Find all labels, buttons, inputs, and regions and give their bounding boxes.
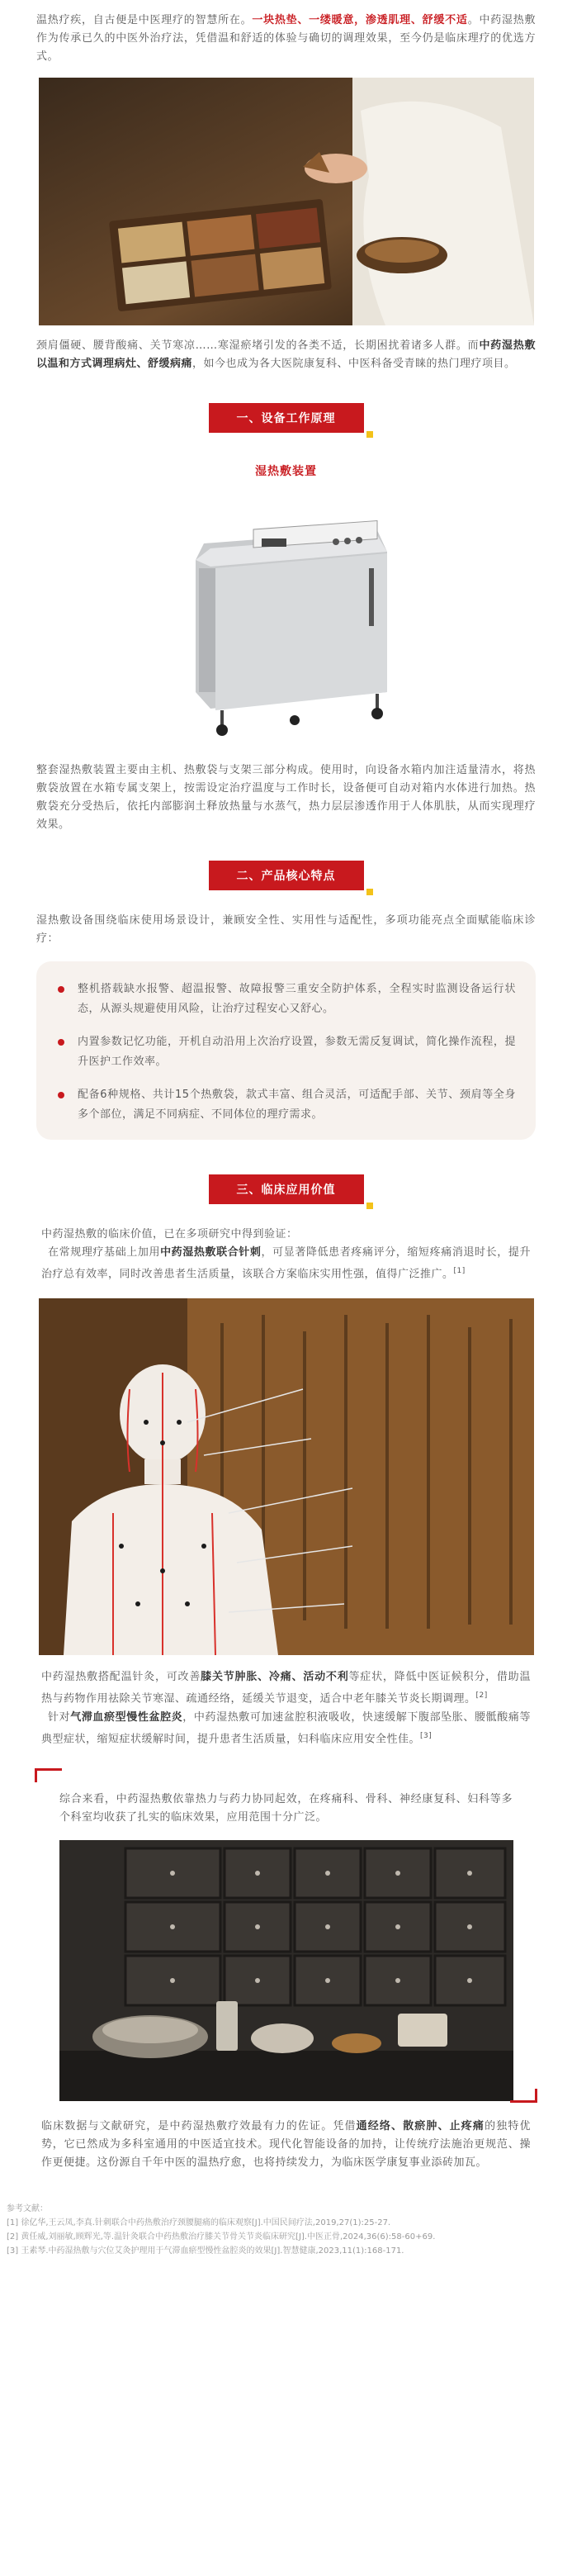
references (0, 2202, 572, 2258)
section-3-paragraph-2: 中药湿热敷搭配温针灸，可改善膝关节肿胀、冷痛、活动不利等症状，降低中医证候积分，借助温热与药物作用祛除关节寒湿、疏通经络，延缓关节退变，适合中老年膝关节炎长期调理。[2] (41, 1671, 531, 1705)
herbal-medicine-photo (39, 78, 534, 325)
features-card (36, 961, 536, 1140)
reference-item: [3] 王素琴.中药湿热敷与穴位艾灸护理用于气滞血瘀型慢性盆腔炎的效果[J].智慧健康,2023,11(1):168-171. (7, 2246, 404, 2256)
section-3-header-wrap (0, 1174, 572, 1204)
section-3-header: 三、临床应用价值 (209, 1174, 364, 1204)
feature-item: 内置参数记忆功能，开机自动沿用上次治疗设置，参数无需反复调试，简化操作流程，提升医护工作效率。 (56, 1032, 516, 1072)
feature-item: 整机搭载缺水报警、超温报警、故障报警三重安全防护体系，全程实时监测设备运行状态，从源头规避使用风险，让治疗过程安心又舒心。 (56, 980, 516, 1019)
frame-corner-top-left (35, 1768, 62, 1782)
references-title: 参考文献： (7, 2204, 48, 2213)
acupuncture-model-photo (39, 1298, 534, 1655)
reference-item: [1] 徐亿华,王云凤,李真.针刺联合中药热敷治疗颈腰腿痛的临床观察[J].中国民间疗法,2019,27(1):25-27. (7, 2218, 391, 2227)
section-1-header-wrap (0, 403, 572, 433)
frame-corner-bottom-right (510, 2089, 537, 2103)
section-2-header: 二、产品核心特点 (209, 861, 364, 890)
header-accent-square (366, 1203, 373, 1209)
conclusion-paragraph: 临床数据与文献研究，是中药湿热敷疗效最有力的佐证。凭借通经络、散瘀肿、止疼痛的独特优势，它已然成为多科室通用的中医适宜技术。现代化智能设备的加持，让传统疗法施治更规范、操作更便捷。这份源自千年中医的温热疗愈，也将持续发力，为临床医学康复事业添砖加瓦。 (41, 2119, 531, 2169)
herbal-cabinet-photo (59, 1840, 513, 2101)
header-accent-square (366, 431, 373, 438)
feature-item: 配备6种规格、共计15个热敷袋，款式丰富、组合灵活，可适配手部、关节、颈肩等全身多个部位，满足不同病症、不同体位的理疗需求。 (56, 1085, 516, 1125)
section-3-paragraph-4: 综合来看，中药湿热敷依靠热力与药力协同起效，在疼痛科、骨科、神经康复科、妇科等多个科室均收获了扎实的临床效果，应用范围十分广泛。 (59, 1792, 513, 1824)
section-1-header: 一、设备工作原理 (209, 403, 364, 433)
section-3-paragraph-3: 针对气滞血瘀型慢性盆腔炎，中药湿热敷可加速盆腔积液吸收，快速缓解下腹部坠胀、腰骶酸痛等典型症状，缩短症状缓解时间，提升患者生活质量，妇科临床应用安全性佳。[3] (41, 1710, 531, 1745)
section-2-header-wrap (0, 861, 572, 890)
section-3-paragraph-1: 在常规理疗基础上加用中药湿热敷联合针刺，可显著降低患者疼痛评分，缩短疼痛消退时长，提升治疗总有效率，同时改善患者生活质量，该联合方案临床实用性强，值得广泛推广。[1] (41, 1246, 531, 1281)
device-title: 湿热敷装置 (255, 465, 317, 478)
section-1-paragraph: 整套湿热敷装置主要由主机、热敷袋与支架三部分构成。使用时，向设备水箱内加注适量清水，将热敷袋放置在水箱专属支架上，按需设定治疗温度与工作时长，设备便可自动对箱内水体进行加热。热敷袋充分受热后，依托内部膨润土释放热量与水蒸气，热力层层渗透作用于人体肌肤，从而实现理疗效果。 (36, 764, 536, 831)
intro-paragraph-2: 颈肩僵硬、腰背酸痛、关节寒凉……寒湿瘀堵引发的各类不适，长期困扰着诸多人群。而中药湿热敷以温和方式调理病灶、舒缓病痛，如今也成为各大医院康复科、中医科备受青睐的热门理疗项目。 (36, 339, 536, 370)
intro-paragraph-1: 温热疗疾，自古便是中医理疗的智慧所在。一块热垫、一缕暖意，渗透肌理、舒缓不适。中药湿热敷作为传承已久的中医外治疗法，凭借温和舒适的体验与确切的调理效果，至今仍是临床理疗的优选方式。 (36, 14, 536, 63)
steam-device-photo (171, 494, 402, 742)
section-2-intro: 湿热敷设备围绕临床使用场景设计，兼顾安全性、实用性与适配性，多项功能亮点全面赋能临床诊疗： (36, 914, 536, 945)
bottom-spacer (0, 2258, 572, 2275)
reference-item: [2] 黄任威,刘丽敏,顾辉光,等.温针灸联合中药热敷治疗膝关节骨关节炎临床研究[J].中医正骨,2024,36(6):58-60+69. (7, 2232, 436, 2242)
section-3-lead: 中药湿热敷的临床价值，已在多项研究中得到验证： (41, 1228, 298, 1241)
header-accent-square (366, 889, 373, 895)
summary-frame (35, 1768, 537, 2101)
